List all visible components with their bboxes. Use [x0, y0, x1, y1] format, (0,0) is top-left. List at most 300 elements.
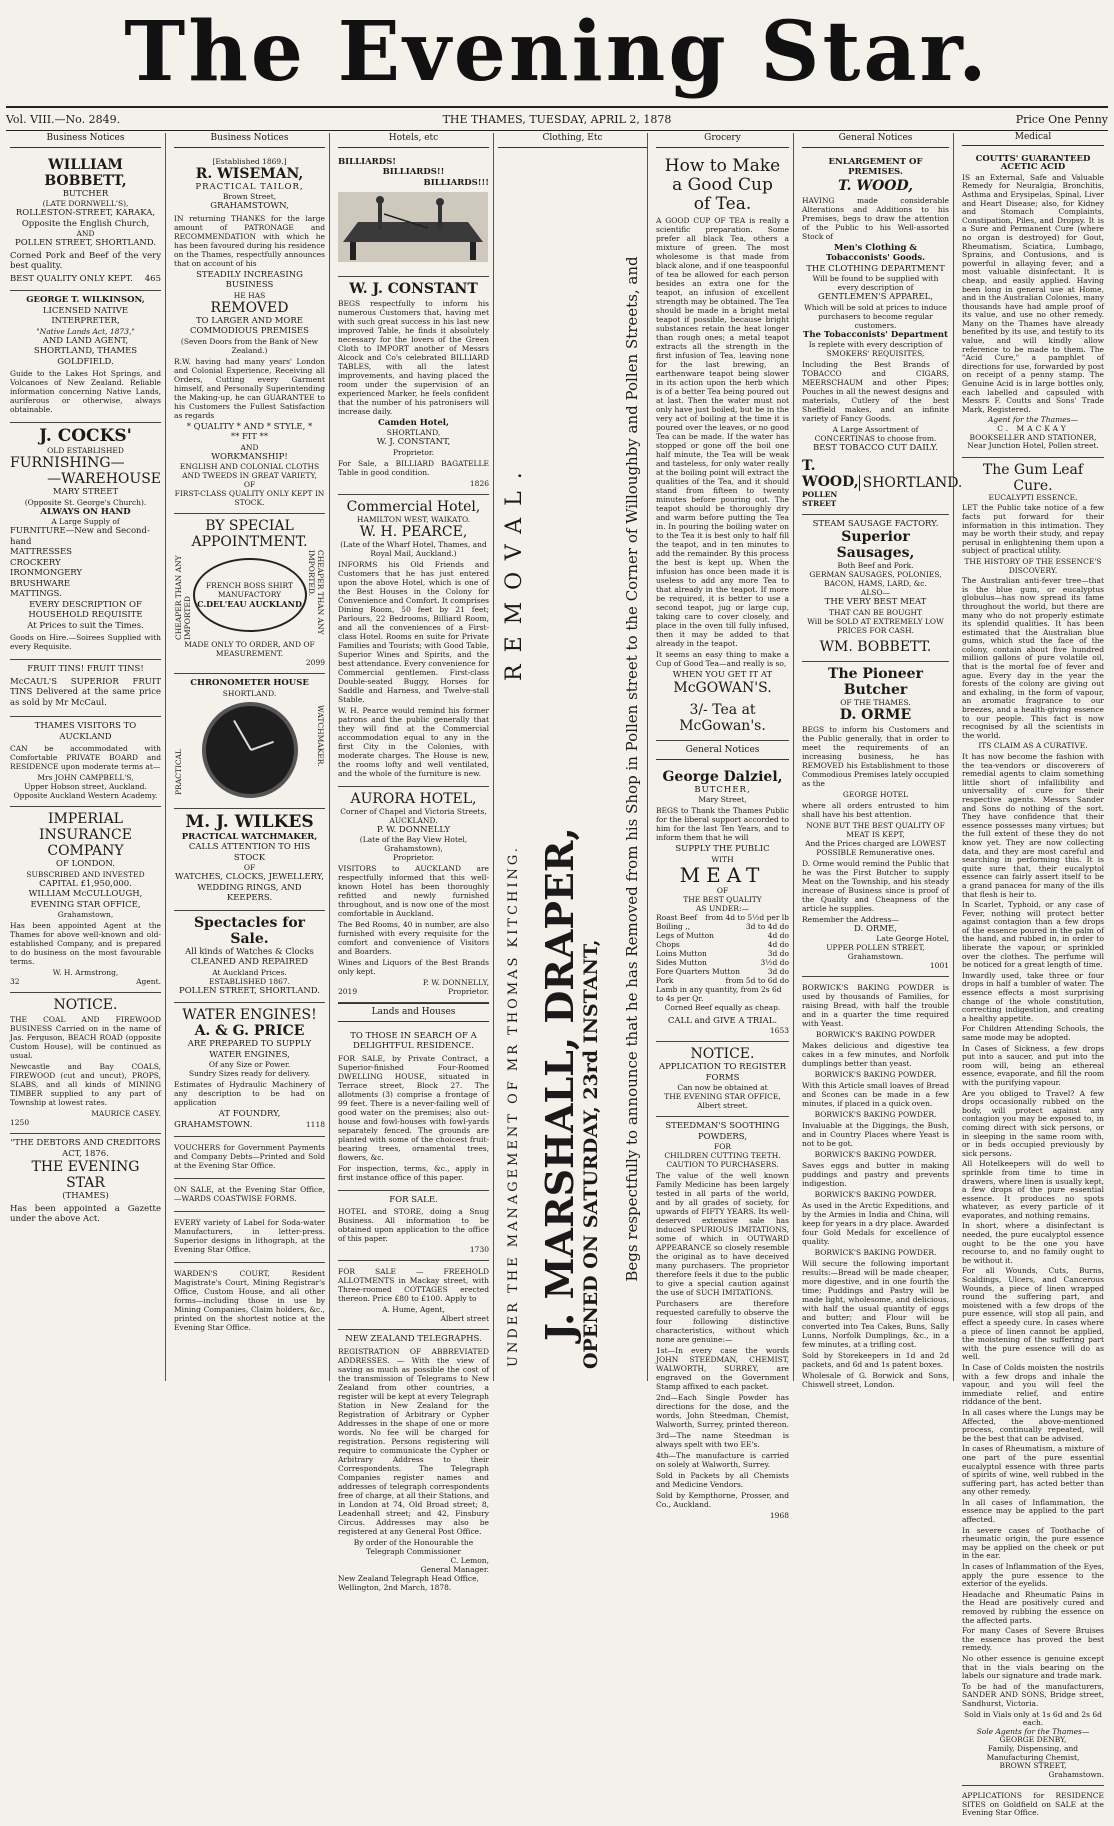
- ad-body: VOUCHERS for Government Payments and Company Debts—Printed and Sold at the Evening Star Office.: [174, 1143, 325, 1170]
- ad-line: GEORGE DENBY,: [999, 1735, 1067, 1745]
- ad-body: THE COAL AND FIREWOOD BUSINESS Carried on in the name of Jas. Ferguson, BEACH ROAD (opposite Custom House), will be continued as usual.: [10, 1015, 161, 1060]
- ad-body: The Bed Rooms, 40 in number, are also furnished with every requisite for the comfort and convenience of Visitors and Boarders.: [338, 920, 489, 956]
- ad-line: THE EVENING STAR OFFICE,: [664, 1092, 781, 1101]
- ad-line: MEAT: [679, 862, 766, 887]
- ad-line: (LATE DORNWELL'S),: [42, 199, 129, 208]
- ad-body: Invaluable at the Diggings, the Bush, and in Country Places where Yeast is not to be got.: [802, 1121, 949, 1148]
- ad-body: All Hotelkeepers will do well to sprinkle from time to time in drawers, where linen is usually kept, a few drops of the pure essential essence. It produces no spots whatever, as every particle of it evaporates, and nothing remains.: [962, 1159, 1104, 1220]
- ad-line: SHORTLAND, THAMES GOLDFIELD.: [33, 346, 138, 367]
- ad-wilkes: [174, 809, 325, 911]
- ad-line: All kinds of Watches & Clocks: [185, 946, 314, 957]
- ad-line: BEST QUALITY ONLY KEPT.: [10, 273, 133, 284]
- ad-body: where all orders entrusted to him shall have his best attention.: [802, 800, 949, 819]
- ad-line: Will be SOLD AT EXTREMELY LOW: [807, 616, 944, 626]
- ad-body: 3rd—The name Steedman is always spelt with two EE's.: [656, 1431, 789, 1449]
- ad-line: T. WOOD,: [802, 457, 859, 490]
- ad-body: FOR SALE — FREEHOLD ALLOTMENTS in Mackay street, with Three-roomed COTTAGES erected thereon. Price £80 to £100. Apply to: [338, 1267, 489, 1303]
- ad-line: T. WOOD,: [838, 177, 913, 194]
- ad-line: The Tobacconists' Department: [803, 329, 948, 340]
- ad-dalziel: [656, 765, 789, 1043]
- rotated-ad-body: [498, 157, 648, 1381]
- ad-line: CAUTION TO PURCHASERS.: [666, 1160, 779, 1169]
- column-grocery: [652, 133, 794, 1520]
- ad-line: Brown Street,: [222, 192, 277, 201]
- ad-title: R. WISEMAN,: [195, 165, 304, 182]
- price-row: [656, 922, 789, 931]
- ad-line: OF: [716, 885, 729, 895]
- issue-date: THE THAMES, TUESDAY, APRIL 2, 1878: [442, 113, 672, 126]
- ad-line: —WAREHOUSE: [47, 471, 161, 487]
- column-business-notices-1: [6, 133, 166, 1381]
- ad-title: STEEDMAN'S SOOTHING POWDERS,: [665, 1121, 780, 1142]
- ad-line: REMOVED: [210, 299, 289, 316]
- masthead-title: The Evening Star.: [124, 4, 990, 100]
- ad-number: 32: [10, 977, 20, 986]
- column-hotels: [334, 133, 494, 1592]
- ad-line: Opposite Auckland Western Academy.: [13, 791, 158, 800]
- ad-number: 2019: [338, 987, 358, 996]
- list-item: BRUSHWARE: [10, 578, 71, 589]
- column-heading: General Notices: [802, 133, 949, 148]
- ad-body: The Australian anti-fever tree—that is the blue gum, or eucalyptus globulus—has now spread its fame throughout the world, but there are many who do not properly estimate its splendid qualities. It has been estimated that the Australian blue gums, which stud the face of the colony, contain about five hundred million gallons of pure volatile oil, that is the mortal foe of fever and ague. Every day in the year the forests of the colony are giving out and exhaling, in the form of vapour, an aromatic fragrance to our breezes, and a health-giving essence to our people. This fact is now recognised by all the scientists in the world.: [962, 576, 1104, 740]
- ad-bobbett: [10, 153, 161, 292]
- ad-line: Remember the Address—: [802, 914, 899, 924]
- ad-line: (Seven Doors from the Bank of New Zealand.): [180, 336, 319, 355]
- ad-line: FOR: [714, 1142, 731, 1151]
- ad-line: GENTLEMEN'S APPAREL,: [817, 292, 934, 302]
- ad-line: ROLLESTON-STREET, KARAKA,: [15, 208, 156, 218]
- ad-line: PRICES FOR CASH.: [837, 625, 914, 635]
- ad-line: GEORGE HOTEL: [842, 789, 909, 799]
- ad-body: With this Article small loaves of Bread and Scones can be made in a few minutes, if placed in a quick oven.: [802, 1081, 949, 1108]
- ad-line: TO LARGER AND MORE COMMODIOUS PREMISES: [190, 315, 309, 336]
- ad-line: MAURICE CASEY.: [91, 1109, 161, 1118]
- ad-steedman: [656, 1117, 789, 1526]
- ad-line: GERMAN SAUSAGES, POLONIES,: [809, 570, 942, 579]
- column-heading: Business Notices: [10, 133, 161, 148]
- ad-line: BORWICK'S BAKING POWDER: [815, 1030, 936, 1039]
- price-row: [656, 940, 789, 949]
- list-item: CROCKERY: [10, 557, 61, 568]
- ad-title: STEAM SAUSAGE FACTORY.: [812, 518, 939, 529]
- ad-line: ITS CLAIM AS A CURATIVE.: [978, 741, 1088, 751]
- ad-line: Sold in Vials only at 1s 6d and 2s 6d each.: [964, 1709, 1102, 1728]
- ad-line: AND: [240, 442, 259, 452]
- ad-title: Spectacles for Sale.: [193, 914, 306, 947]
- price-value: 3d to 4d do: [745, 921, 789, 931]
- price-value: 3d do: [767, 966, 789, 976]
- ad-line: (Late of the Wharf Hotel, Thames, and Royal Mail, Auckland.): [340, 539, 487, 558]
- ad-freehold: [338, 1261, 489, 1330]
- ad-body: In cases of Rheumatism, a mixture of one part of the pure essential eucalyptol essence with three parts of spirits of wine, well rubbed in the suffering part, has acted better than any other remedy.: [962, 1444, 1104, 1497]
- ad-title: GEORGE T. WILKINSON,: [26, 295, 145, 305]
- price-value: from 5d to 6d do: [725, 975, 789, 985]
- ad-line: Near Junction Hotel, Pollen street.: [967, 441, 1099, 451]
- ad-labels: [174, 1212, 325, 1263]
- ad-line: Agent for the Thames—: [987, 415, 1078, 425]
- ad-line: AND LAND AGENT,: [42, 335, 129, 346]
- ad-line: AS UNDER:—: [696, 903, 749, 913]
- ad-line: OLD ESTABLISHED: [47, 446, 124, 455]
- ad-line: Upper Hobson street, Auckland.: [24, 782, 147, 791]
- ad-line: Corned Beef equally as cheap.: [664, 1002, 781, 1012]
- ad-line: * QUALITY * AND * STYLE, *: [186, 421, 313, 432]
- price-value: 3d do: [767, 948, 789, 958]
- ad-body: Headache and Rheumatic Pains in the Head are positively cured and removed by rubbing the essence on the affected parts.: [962, 1589, 1104, 1625]
- ad-line: At Auckland Prices.: [212, 967, 287, 977]
- price-value: 4d do: [767, 939, 789, 949]
- ad-line: UNDER THE MANAGEMENT OF MR THOMAS KITCHING.: [506, 845, 521, 1367]
- ad-body: As used in the Arctic Expeditions, and by the Armies in India and China, will keep for years in a dry place. Awarded four Gold Medals for excellence of quality.: [802, 1201, 949, 1246]
- ad-body: For all Wounds, Cuts, Burns, Scaldings, Ulcers, and Cancerous Wounds, a piece of linen wrapped round the suffering part, and moistened with a few drops of the pure essence, will stop all pain, and effect a speedy cure. In cases where a piece of linen cannot be applied, the moistening of the suffering part with the pure essence will do as well.: [962, 1266, 1104, 1362]
- ad-line: THE HISTORY OF THE ESSENCE'S DISCOVERY.: [964, 556, 1102, 575]
- ad-debtors-act: [10, 1134, 161, 1233]
- ad-coutts-acetic-acid: [962, 151, 1104, 458]
- ad-line: Lamb in any quantity, from 2s 6d to 4s per Qr.: [656, 984, 782, 1003]
- ad-register-forms: [656, 1042, 789, 1117]
- ad-line: OF: [243, 863, 256, 872]
- ad-line: Begs respectfully to announce that he has Removed from his Shop in Pollen street to the Corner of Willoughby and Pollen Streets, and: [623, 256, 641, 1282]
- ad-line: OF: [243, 480, 256, 489]
- ad-line: Camden Hotel,: [378, 417, 449, 428]
- ad-number: 2099: [305, 658, 325, 667]
- ad-line: BORWICK'S BAKING POWDER.: [814, 1110, 937, 1119]
- ad-line: (Opposite St. George's Church).: [24, 497, 147, 507]
- ad-number: 1250: [10, 1118, 30, 1127]
- ad-line: CALL and GIVE A TRIAL.: [667, 1015, 778, 1026]
- ad-fruit-tins: [10, 660, 161, 717]
- ad-body: Newcastle and Bay COALS, FIREWOOD (cut and uncut), PROPS, SLABS, and all kinds of MINING TIMBER supplied to any part of Township at lowest rates.: [10, 1062, 161, 1107]
- ad-line: OF THE THAMES.: [840, 697, 911, 707]
- ad-title: BILLIARDS!: [338, 156, 396, 167]
- seal-ring-text: FRENCH BOSS SHIRT MANUFACTORY: [205, 580, 294, 599]
- ad-line: CLEANED AND REPAIRED: [190, 957, 309, 967]
- ad-line: HAMILTON WEST, WAIKATO.: [356, 514, 471, 524]
- masthead: [0, 0, 1114, 108]
- ad-title: CHRONOMETER HOUSE: [190, 678, 309, 688]
- ad-line: THE CLOTHING DEPARTMENT: [806, 263, 945, 274]
- list-item: IRONMONGERY: [10, 568, 83, 578]
- ad-line: ACT, 1876.: [62, 1148, 109, 1159]
- ad-line: PRACTICAL: [174, 748, 183, 795]
- ad-line: WILLIAM McCULLOUGH,: [28, 889, 143, 899]
- ad-line: Will be found to be supplied with every description of: [812, 274, 939, 292]
- ad-line: THAT CAN BE BOUGHT: [828, 607, 923, 617]
- price-value: 4d do: [767, 930, 789, 940]
- ad-line: BUTCHER,: [694, 784, 751, 795]
- ad-line: A. & G. PRICE: [194, 1023, 305, 1039]
- ad-body: Sold by Kempthorne, Prosser, and Co., Auckland.: [656, 1491, 789, 1509]
- ad-line: Agent.: [136, 977, 161, 986]
- ad-line: WHEN YOU GET IT AT: [672, 669, 773, 680]
- ad-line: BEST TOBACCO CUT DAILY.: [812, 443, 938, 453]
- ad-line: General Manager.: [420, 1564, 489, 1574]
- ad-body: McCAUL'S SUPERIOR FRUIT TINS Delivered at the same price as sold by Mr McCaul.: [10, 676, 161, 708]
- ad-body: Estimates of Hydraulic Machinery of any description to be had on application: [174, 1080, 325, 1107]
- ad-body: Goods on Hire.—Soirees Supplied with every Requisite.: [10, 633, 161, 651]
- ad-line: Both Beef and Pork.: [837, 561, 914, 570]
- ad-body: In cases of Inflammation of the Eyes, apply the pure essence to the exterior of the eyelids.: [962, 1562, 1104, 1589]
- ad-line: Grahamstown,: [57, 910, 114, 919]
- column-medical: [958, 132, 1108, 1818]
- ad-delightful-residence: [338, 1027, 489, 1191]
- ad-residence-sites: [962, 1786, 1104, 1826]
- ad-title: AURORA HOTEL,: [350, 790, 477, 807]
- ad-title: TO THOSE IN SEARCH OF A DELIGHTFUL RESIDENCE.: [350, 1030, 477, 1051]
- price-row: [656, 976, 789, 985]
- ad-line: POLLEN STREET: [802, 489, 838, 508]
- ad-line: BORWICK'S BAKING POWDER.: [814, 1070, 937, 1079]
- shirt-manufactory-seal-icon: [193, 558, 307, 632]
- ad-line: 3/- Tea at McGowan's.: [679, 702, 766, 734]
- ad-title: ENLARGEMENT OF PREMISES.: [828, 156, 923, 177]
- ad-aurora-hotel: [338, 787, 489, 1004]
- ad-body: In all cases of Inflammation, the essence may be applied to the part affected.: [962, 1497, 1104, 1525]
- column-general-notices: [798, 133, 963, 1389]
- price-row: [656, 967, 789, 976]
- ad-line: BACON, HAMS, LARD, &c.: [824, 579, 927, 588]
- ad-line: At Prices to suit the Times.: [27, 620, 144, 631]
- billiard-table-illustration-icon: [338, 192, 488, 262]
- ad-line: W. J. CONSTANT,: [376, 437, 451, 447]
- ad-body: REGISTRATION OF ABBREVIATED ADDRESSES. — With the view of saving as much as possible the cost of the transmission of Telegrams to New Zealand from other countries, a register will be kept at every Telegraph Station in New Zealand for the Registration of Arbitrary or Cypher Addresses in the shape of one or more words. No fee will be charged for registration. Persons registering will require to communicate the Cypher or Arbitrary Address to their Correspondents. The Telegraph Companies register names and addresses of telegraph correspondents free of charge, at all their Stations, and in London at 74, Old Broad street; 8, Leadenhall street; and 42, Finsbury Circus. Addresses may also be registered at any General Post Office.: [338, 1346, 489, 1536]
- ad-body: In Case of Colds moisten the nostrils with a few drops and inhale the vapour, and you will feel the immediate relief, and entire riddance of the bent.: [962, 1362, 1104, 1407]
- ad-line: WATER ENGINES,: [209, 1049, 290, 1060]
- price-row: [656, 949, 789, 958]
- ad-title: NOTICE.: [53, 997, 118, 1013]
- ad-line: McGOWAN'S.: [673, 680, 772, 696]
- ad-line: CHEAPER THAN ANY IMPORTED.: [307, 550, 325, 635]
- ad-chronometer-house: [174, 674, 325, 809]
- ad-line: D. ORME: [839, 706, 912, 723]
- ad-line: GRAHAMSTOWN.: [174, 1119, 253, 1130]
- ad-body: It has now become the fashion with the tea-vendors or discoverers of remedial agents to claim something little short of infallibility and universality of cure for their respective agents. Messrs Sander and Sons do nothing of the sort. They have confidence that their essence possesses many virtues; but the full extent of these they do not know yet. They are now collecting data, and they are most careful and searching in performing this. It is quite sure that, their eucalyptol essence can fairly assert itself to be a grand panacea for many of the ills that flesh is heir to.: [962, 752, 1104, 899]
- ad-body: For Sale, a BILLIARD BAGATELLE Table in good condition.: [338, 458, 489, 477]
- ad-line: OF LONDON.: [56, 859, 115, 869]
- ad-title: FRUIT TINS! FRUIT TINS!: [27, 664, 144, 674]
- ad-body: INFORMS his Old Friends and Customers that he has just entered upon the above Hotel, which is one of the Best Houses in the Colony for Convenience and Comfort. It comprises Dining Room, 50 feet by 21 feet; Parlours, 22 Bedrooms, Billiard Room, and all the conveniences of a First-class Hotel. Rooms en suite for Private Families and Tourists; with Good Table, Superior Wines and Spirits, and the best attendance. Every convenience for Commercial gentlemen. First-class Double-seated Buggy, Horses for Saddle and Harness, and Twelve-stall Stable.: [338, 559, 489, 704]
- column-heading: Medical: [962, 133, 1104, 146]
- ad-title: NOTICE.: [690, 1046, 755, 1062]
- ad-line: CHEAPER THAN ANY IMPORTED: [174, 555, 192, 640]
- ad-line: SUPPLY THE PUBLIC: [675, 844, 770, 854]
- ad-title: J. COCKS': [39, 426, 132, 446]
- ad-body: For Children Attending Schools, the same mode may be adopted.: [962, 1024, 1104, 1042]
- ad-line: A. Hume, Agent,: [382, 1305, 445, 1314]
- ad-line: REMOVAL.: [502, 460, 527, 681]
- ad-gum-leaf-cure: [962, 458, 1104, 1787]
- ad-body: To be had of the manufacturers, SANDER AND SONS, Bridge street, Sandhurst, Victoria.: [962, 1681, 1104, 1708]
- ad-line: Grahamstown.: [1048, 1769, 1104, 1779]
- ad-title: IMPERIAL: [48, 811, 123, 827]
- price-item: Loins Mutton: [656, 948, 707, 958]
- ad-body: Corned Pork and Beef of the very best quality.: [10, 250, 161, 271]
- ad-body: Will secure the following important results:—Bread will be made cheaper, more digestive, and in one fourth the time; Puddings and Pastry will be made light, wholesome, and delicious, with half the usual quantity of eggs and butter; and Flour will be converted into Tea Cakes, Buns, Sally Lunns, Norfolk Dumplings, &c., in a few minutes, at a trifling cost.: [802, 1259, 949, 1349]
- ad-body: In Cases of Sickness, a few drops put into a saucer, and put into the room will, being an ethereal essence, evaporate, and fill the room with the purifying vapour.: [962, 1043, 1104, 1087]
- ad-line: Late George Hotel,: [876, 934, 949, 943]
- ad-line: Proprietor.: [392, 853, 435, 862]
- ad-imperial-insurance: [10, 807, 161, 993]
- list-item: MATTINGS.: [10, 589, 62, 599]
- ad-line: Mrs JOHN CAMPBELL'S,: [37, 773, 134, 782]
- section-heading: Lands and Houses: [338, 1003, 489, 1022]
- ad-body: No other essence is genuine except that in the vials bearing on the labels our signature and trade mark.: [962, 1653, 1104, 1681]
- ad-line: GRAHAMSTOWN,: [210, 201, 289, 211]
- seal-text: C.DEL'EAU AUCKLAND: [197, 598, 302, 609]
- ad-number: 1730: [469, 1245, 489, 1254]
- ad-title: BY SPECIAL APPOINTMENT.: [191, 518, 308, 550]
- ad-wardens-court: [174, 1263, 325, 1340]
- ad-title: J. MARSHALL, DRAPER,: [537, 827, 582, 1341]
- ad-line: And the Prices charged are LOWEST POSSIBLE Remunerative ones.: [805, 838, 946, 857]
- ad-body: BEGS to inform his Customers and the Public generally, that in order to meet the requirements of an increasing business, he has REMOVED his Establishment to those Commodious Premises lately occupied as the: [802, 724, 949, 788]
- ad-number: 1826: [469, 478, 489, 488]
- ad-line: HE HAS: [233, 290, 266, 300]
- ad-body: Including the Best Brands of TOBACCO and CIGARS, MEERSCHAUM and other Pipes; Pouches in all the newest designs and materials, Cutlery of the best Sheffield makes, and an infinite variety of Fancy Goods.: [802, 360, 949, 423]
- ad-line: Is replete with every description of SMOKERS' REQUISITES,: [808, 340, 943, 358]
- issue-price: Price One Penny: [1015, 113, 1108, 126]
- ad-line: "Native Lands Act, 1873,": [36, 326, 135, 336]
- ad-title: THAMES VISITORS TO AUCKLAND: [34, 721, 137, 742]
- ad-line: Grahamstown.: [847, 952, 904, 961]
- ad-body: Has been appointed Agent at the Thames for above well-known and old-established Company, and is prepared to do business on the most favourable terms.: [10, 921, 161, 966]
- masthead-rule: [6, 106, 1108, 108]
- ad-line: BILLIARDS!!: [382, 167, 445, 177]
- ad-title: Commercial Hotel,: [346, 498, 481, 515]
- ad-body: Wines and Liquors of the Best Brands only kept.: [338, 958, 489, 976]
- ad-line: P. W. DONNELLY,: [422, 978, 489, 987]
- ad-line: Men's Clothing & Tobacconists' Goods.: [825, 242, 926, 263]
- ad-body: 1st—In every case the words JOHN STEEDMAN, CHEMIST, WALWORTH, SURREY, are engraved on the Government Stamp affixed to each packet.: [656, 1346, 789, 1391]
- ad-body: BEGS respectfully to inform his numerous Customers that, having met with such great success in his last new improved Table, he finds it absolutely necessary for the lovers of the Green Cloth to IMPORT another of Messrs Alcock and Co's celebrated BILLIARD TABLES, with all the latest improvements, and having placed the room under the supervision of an experienced Marker, he feels confident that the number of his patronisers will increase daily.: [338, 298, 489, 416]
- ad-body: W. H. Pearce would remind his former patrons and the public generally that they will find at the Commercial accommodation equal to any in the first City in the Colonies, with moderate charges. The House is new, the rooms lofty and well ventilated, and the whole of the furniture is new.: [338, 705, 489, 778]
- ad-line: Sundry Sizes ready for delivery.: [188, 1069, 311, 1078]
- ad-line: SHORTLAND.: [859, 475, 963, 491]
- ad-title: COUTTS' GUARANTEED ACETIC ACID: [975, 153, 1091, 173]
- ad-how-to-make-tea: [656, 153, 789, 742]
- ad-line: Wellington, 2nd March, 1878.: [338, 1582, 452, 1592]
- ad-hotel-for-sale: [338, 1191, 489, 1262]
- ad-title: W. J. CONSTANT: [349, 280, 478, 297]
- ad-line: WORKMANSHIP!: [211, 451, 288, 462]
- ad-line: ARE PREPARED TO SUPPLY: [187, 1039, 312, 1049]
- ad-line: Superior Sausages,: [836, 529, 915, 561]
- ad-title: FOR SALE.: [389, 1194, 438, 1205]
- ad-body: 2nd—Each Single Powder has directions for the dose, and the words, John Steedman, Chemist, Walworth, Surrey, printed thereon.: [656, 1393, 789, 1429]
- ad-body: HAVING made considerable Alterations and Additions to his Premises, begs to draw the attention of the Public to his Well-assorted Stock of: [802, 195, 949, 241]
- ad-line: SUBSCRIBED AND INVESTED: [26, 869, 145, 879]
- ad-line: CHILDREN CUTTING TEETH.: [664, 1151, 781, 1160]
- ad-line: THE BEST QUALITY: [683, 894, 762, 904]
- ad-line: EVERY DESCRIPTION OF HOUSEHOLD REQUISITE: [28, 599, 143, 620]
- ad-line: EUCALYPTI ESSENCE.: [988, 492, 1078, 502]
- ad-line: A Large Supply of: [51, 517, 120, 526]
- ad-line: WITH: [711, 854, 734, 864]
- ad-line: THE EVENING STAR: [31, 1159, 140, 1191]
- ad-line: SHORTLAND,: [386, 428, 441, 437]
- ad-body: HOTEL and STORE, doing a Snug Business. All information to be obtained upon application to the office of this paper.: [338, 1207, 489, 1243]
- price-item: Boiling ,,: [656, 921, 691, 931]
- ad-line: BILLIARDS!!!: [423, 177, 489, 188]
- ad-line: New Zealand Telegraph Head Office,: [338, 1573, 479, 1583]
- list-item: FURNITURE—New and Second-hand: [10, 526, 150, 547]
- ad-line: OPENED ON SATURDAY, 23rd INSTANT,: [580, 939, 602, 1369]
- ad-line: By order of the Honourable the Telegraph Commissioner: [353, 1537, 474, 1556]
- ad-body: VISITORS to AUCKLAND are respectfully informed that this well-known Hotel has been thoroughly refitted and newly furnished throughout, and is now one of the most comfortable in Auckland.: [338, 864, 489, 918]
- ad-body: R.W. having had many years' London and Colonial Experience, Receiving all Orders, Cutting every Garment himself, and Personally Superintending the Making-up, he can GUARANTEE to his Customers the Fullest Satisfaction as regards: [174, 356, 325, 420]
- price-item: Roast Beef: [656, 912, 698, 922]
- clock-icon: [202, 702, 298, 798]
- ad-title: The Pioneer Butcher: [828, 665, 923, 698]
- ad-number: 1001: [929, 961, 949, 970]
- column-heading: Hotels, etc: [338, 133, 489, 148]
- ad-title: WATER ENGINES!: [182, 1007, 317, 1023]
- ad-line: W. H. PEARCE,: [359, 523, 468, 540]
- ad-body: FOR SALE, by Private Contract, a Superior-finished Four-Roomed DWELLING HOUSE, situated in Terrace street, Block 27. The allotments (3) comprise a frontage of 99 feet. There is a never-failing well of good water on the premises; also out-house and fowl-houses with fowl-yards separately fenced. The grounds are planted with some of the choicest fruit-bearing trees, ornamental trees, flowers, &c.: [338, 1053, 489, 1162]
- ad-body: Saves eggs and butter in making puddings and pastry and prevents indigestion.: [802, 1161, 949, 1188]
- price-item: Fore Quarters Mutton: [656, 966, 740, 976]
- ad-line: INSURANCE COMPANY: [38, 827, 132, 859]
- price-item: Legs of Mutton: [656, 930, 715, 940]
- ad-line: Albert street.: [697, 1101, 748, 1110]
- ad-title: George Dalziel,: [662, 768, 783, 785]
- ad-line: BUTCHER: [62, 188, 109, 199]
- ad-line: FIRST-CLASS QUALITY ONLY KEPT IN STOCK.: [174, 489, 325, 507]
- ad-body: D. Orme would remind the Public that he was the First Butcher to supply Meat on the Township, and his steady increase of Business since is proof of the Quality and Cheapness of the article he supplies.: [802, 858, 949, 913]
- ad-number: 1118: [305, 1119, 325, 1129]
- section-heading: General Notices: [656, 745, 789, 760]
- ad-line: BOOKSELLER AND STATIONER,: [969, 432, 1097, 442]
- ad-body: Purchasers are therefore requested carefully to observe the four following distinctive characteristics, without which none are genuine:—: [656, 1299, 789, 1344]
- ad-line: of Tea.: [693, 193, 752, 214]
- ad-title: M. J. WILKES: [185, 811, 314, 832]
- ad-line: PRACTICAL TAILOR,: [195, 181, 304, 192]
- price-value: 3½d do: [760, 957, 789, 967]
- ad-cocks: [10, 423, 161, 660]
- ad-body: The value of the well known Family Medicine has been largely tested in all parts of the world, and by all grades of society, for upwards of FIFTY YEARS. Its well-deserved extensive sale has induced SPURIOUS IMITATIONS, some of which in OUTWARD APPEARANCE so closely resemble the original as to have deceived many purchasers. The proprietor therefore feels it due to the public to give a special caution against the use of SUCH IMITATIONS.: [656, 1171, 789, 1297]
- ad-line: NONE BUT THE BEST QUALITY OF MEAT IS KEPT,: [806, 820, 945, 839]
- ad-line: WM. BOBBETT.: [819, 638, 932, 655]
- ad-line: AT FOUNDRY,: [218, 1109, 281, 1119]
- ad-line: (Late of the Bay View Hotel, Grahamstown),: [359, 835, 468, 853]
- ad-body: BORWICK'S BAKING POWDER is used by thousands of Families, for raising Bread, with half the trouble and in a quarter the time required with Yeast.: [802, 983, 949, 1028]
- price-item: Pork: [656, 975, 674, 985]
- ad-line: STEADILY INCREASING BUSINESS: [196, 269, 303, 290]
- ad-sausage-factory: [802, 515, 949, 662]
- ad-line: SHORTLAND.: [222, 688, 277, 698]
- ad-body: It seems an easy thing to make a Cup of Good Tea—and really is so,: [656, 649, 789, 668]
- ad-line: Mary Street,: [698, 795, 747, 804]
- price-item: Chops: [656, 939, 680, 949]
- ad-commercial-hotel: [338, 495, 489, 787]
- dateline: [6, 112, 1108, 128]
- ad-line: Proprietor.: [392, 447, 435, 457]
- ad-line: EVENING STAR OFFICE,: [30, 899, 141, 910]
- dateline-rule: [6, 130, 1108, 131]
- ad-line: THE VERY BEST MEAT: [824, 597, 927, 607]
- ad-body: Wholesale of G. Borwick and Sons, Chiswell street, London.: [802, 1371, 949, 1389]
- column-heading: Business Notices: [174, 133, 325, 148]
- column-clothing: [498, 133, 648, 1381]
- price-item: Sides Mutton: [656, 957, 707, 967]
- ad-line: W. H. Armstrong,: [52, 968, 119, 977]
- ad-body: IS an External, Safe and Valuable Remedy for Neuralgia, Bronchitis, Asthma and Erysipelas, Spinal, Liver and Heart Disease; also, for Kidney and Stomach Complaints, Constipation, Piles, and Dropsy. It is a Sure and Permanent Cure (where no organ is destroyed) for Gout, Rheumatism, Sciatica, Lumbago, Sprains, and Contusions, and is powerful in allaying fever, and a most valuable disinfectant. It is cheap, and easily applied. Having been long in general use at Home, and in the Australian Colonies, many thousands have had ample proof of its value, and use no other remedy. Many on the Thames have already benefited by its use, and testify to its value, and will kindly allow reference to be made to them. The "Acid Cure," a pamphlet of directions for use, forwarded by post on receipt of a penny stamp. The Genuine Acid is in large bottles only, each labelled and capsuled with Messrs F. Coutts and Sons' Trade Mark, Registered.: [962, 172, 1104, 414]
- ad-line: C. Lemon,: [450, 1555, 489, 1565]
- ad-title: WILLIAM BOBBETT,: [44, 156, 127, 189]
- ad-body: CAN be accommodated with Comfortable PRIVATE BOARD and RESIDENCE upon moderate terms at—: [10, 744, 161, 771]
- volume-number: Vol. VIII.—No. 2849.: [6, 113, 121, 126]
- ad-line: CALLS ATTENTION TO HIS STOCK: [188, 842, 311, 863]
